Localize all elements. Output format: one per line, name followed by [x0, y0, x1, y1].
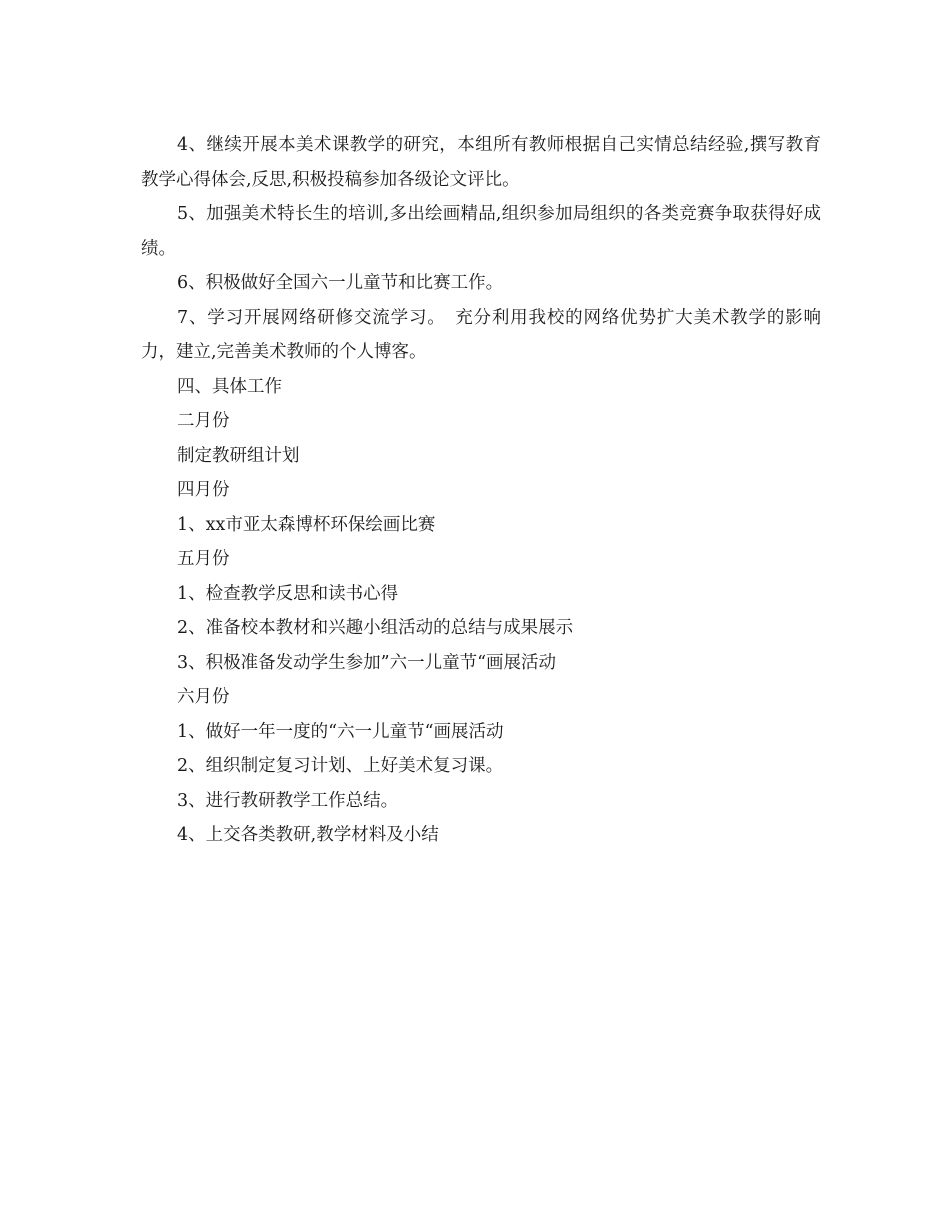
- june-task-2: 2、组织制定复习计划、上好美术复习课。: [177, 756, 504, 776]
- may-task-2: 2、准备校本教材和兴趣小组活动的总结与成果展示: [177, 618, 574, 638]
- june-task-4: 4、上交各类教研,教学材料及小结: [177, 825, 439, 845]
- month-heading-may: 五月份: [177, 549, 230, 569]
- june-task-3: 3、进行教研教学工作总结。: [177, 790, 399, 811]
- paragraph-item-4: 4、继续开展本美术课教学的研究，本组所有教师根据自己实情总结经验,撰写教育教学心得体会,反思,积极投稿参加各级论文评比。: [141, 135, 821, 190]
- paragraph-item-5: 5、加强美术特长生的培训,多出绘画精品,组织参加局组织的各类竞赛争取获得好成绩。: [141, 204, 821, 259]
- paragraph-item-6: 6、积极做好全国六一儿童节和比赛工作。: [177, 273, 504, 293]
- may-task-1: 1、检查教学反思和读书心得: [177, 583, 399, 604]
- month-heading-april: 四月份: [177, 480, 230, 500]
- april-task-1: 1、xx市亚太森博杯环保绘画比赛: [177, 514, 436, 535]
- section-heading-specific-work: 四、具体工作: [177, 376, 282, 397]
- february-task-1: 制定教研组计划: [177, 445, 300, 466]
- june-task-1: 1、做好一年一度的“六一儿童节“画展活动: [177, 721, 504, 742]
- may-task-3: 3、积极准备发动学生参加”六一儿童节“画展活动: [177, 652, 557, 673]
- document-body: [141, 128, 821, 853]
- month-heading-june: 六月份: [177, 687, 230, 707]
- month-heading-february: 二月份: [177, 411, 230, 431]
- paragraph-item-7: 7、学习开展网络研修交流学习。 充分利用我校的网络优势扩大美术教学的影响力，建立,完善美术教师的个人博客。: [141, 307, 821, 362]
